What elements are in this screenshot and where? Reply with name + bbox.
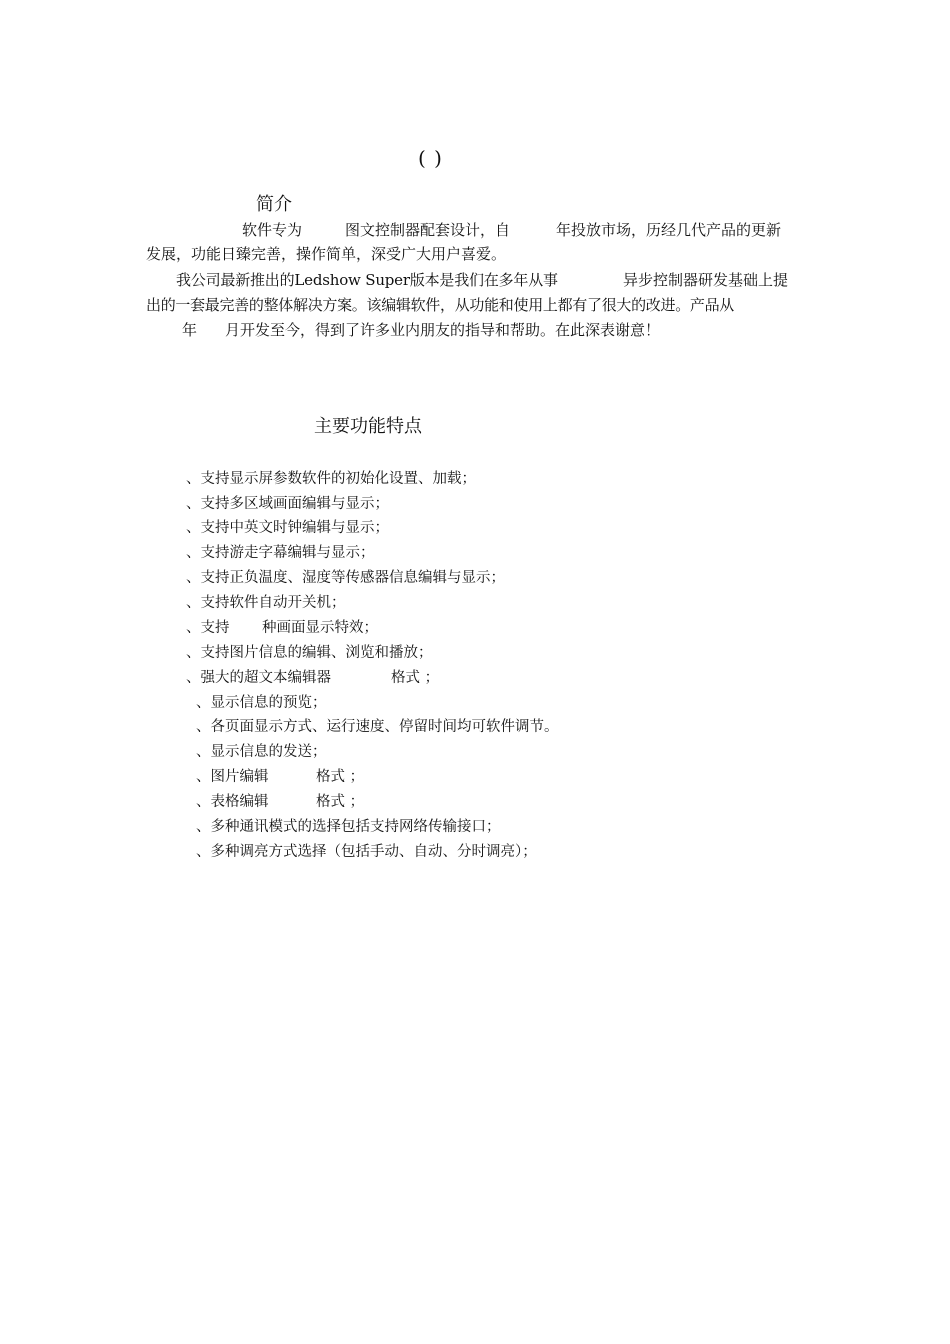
feature-item: 、图片编辑 <box>196 769 269 785</box>
feature-item: 、强大的超文本编辑器 <box>186 670 331 686</box>
features-heading: 主要功能特点 <box>314 416 422 437</box>
intro-p2-line2: 出的一套最完善的整体解决方案。该编辑软件，从功能和使用上都有了很大的改进。产品从 <box>146 296 735 314</box>
feature-item: 、支持 <box>186 620 230 636</box>
document-title: ( ) <box>418 146 443 170</box>
feature-item: 、各页面显示方式、运行速度、停留时间均可软件调节。 <box>196 719 559 735</box>
feature-item: 、多种调亮方式选择（包括手动、自动、分时调亮）； <box>196 844 537 860</box>
intro-p1-line1-b: 图文控制器配套设计，自 <box>345 221 511 239</box>
feature-item: 、支持游走字幕编辑与显示； <box>186 545 375 561</box>
intro-p2-line1-a: 我公司最新推出的Ledshow Super版本是我们在多年从事 <box>176 271 558 289</box>
intro-p2-line3-b: 月开发至今，得到了许多业内朋友的指导和帮助。在此深表谢意！ <box>225 321 661 339</box>
feature-item-cont: 格式 ； <box>391 670 440 686</box>
intro-p2-line1-b: 异步控制器研发基础上提 <box>623 271 789 289</box>
intro-heading: 简介 <box>256 194 292 215</box>
feature-item: 、支持显示屏参数软件的初始化设置、加载； <box>186 471 476 487</box>
intro-p1-line1-c: 年投放市场，历经几代产品的更新 <box>556 221 782 239</box>
feature-item: 、支持中英文时钟编辑与显示； <box>186 520 389 536</box>
feature-item: 、表格编辑 <box>196 794 269 810</box>
feature-item: 、显示信息的预览； <box>196 695 327 711</box>
feature-item: 、支持正负温度、湿度等传感器信息编辑与显示； <box>186 570 505 586</box>
feature-item: 、支持软件自动开关机； <box>186 595 346 611</box>
feature-item: 、显示信息的发送； <box>196 744 327 760</box>
intro-p2-line3-a: 年 <box>182 321 198 339</box>
feature-item-cont: 格式 ； <box>316 769 365 785</box>
feature-item-cont: 种画面显示特效； <box>262 620 378 636</box>
intro-p1-line2: 发展，功能日臻完善，操作简单，深受广大用户喜爱。 <box>146 245 507 263</box>
intro-p1-line1-a: 软件专为 <box>242 221 303 239</box>
feature-item: 、支持多区域画面编辑与显示； <box>186 496 389 512</box>
feature-item: 、多种通讯模式的选择包括支持网络传输接口； <box>196 819 501 835</box>
feature-item-cont: 格式 ； <box>316 794 365 810</box>
feature-item: 、支持图片信息的编辑、浏览和播放； <box>186 645 433 661</box>
